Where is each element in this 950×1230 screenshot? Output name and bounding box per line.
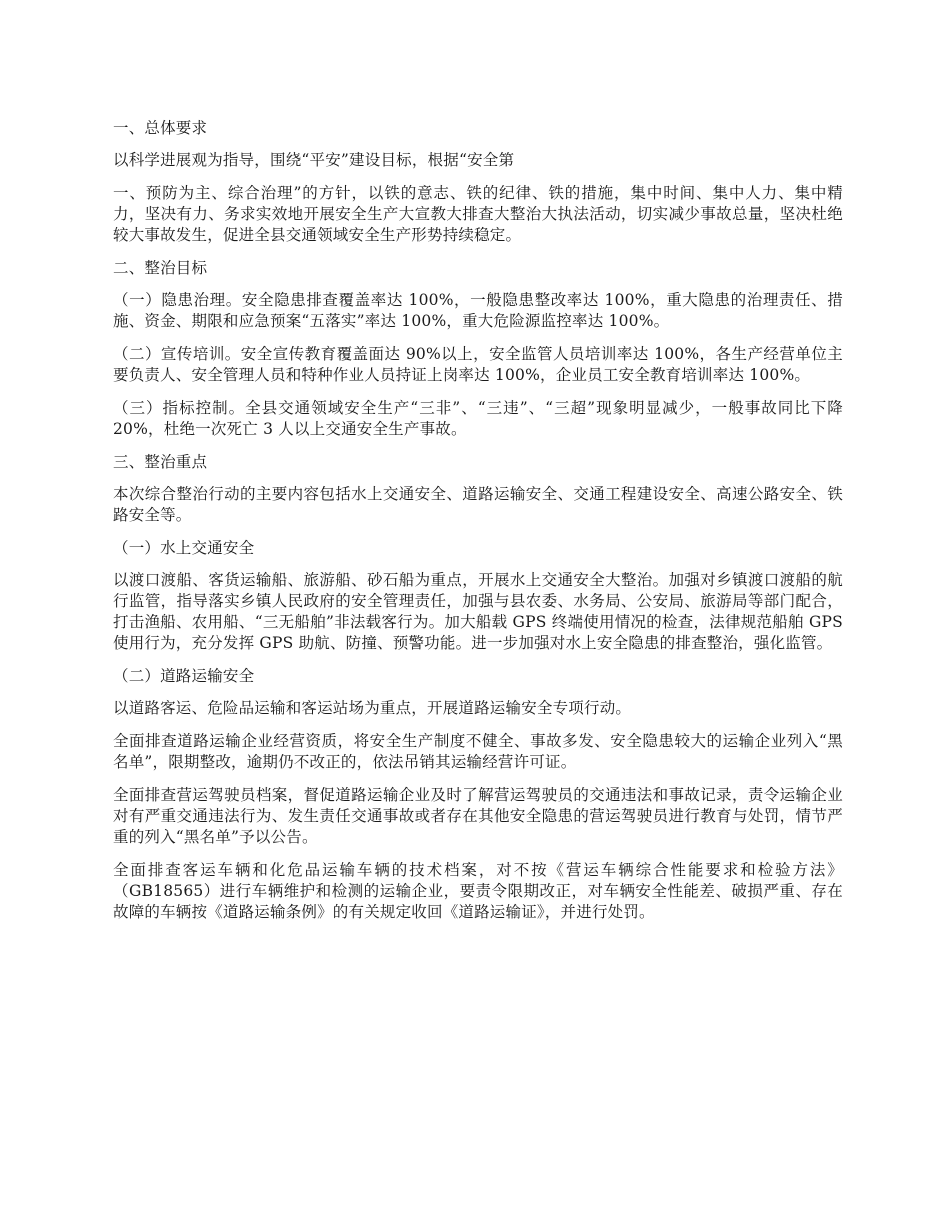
section-heading-focus: 三、整治重点 xyxy=(113,453,208,471)
subheading-road-transport: （二）道路运输安全 xyxy=(113,667,255,685)
paragraph-road-transport-focus: 以道路客运、危险品运输和客运站场为重点，开展道路运输安全专项行动。 xyxy=(113,699,632,717)
paragraph-driver-records: 全面排查营运驾驶员档案，督促道路运输企业及时了解营运驾驶员的交通违法和事故记录，责令运输企业对有严重交通违法行为、发生责任交通事故或者存在其他安全隐患的营运驾驶员进行教育与处罚，情节严重的列入“黑名单”予以公告。 xyxy=(113,786,843,846)
subheading-water-traffic: （一）水上交通安全 xyxy=(113,539,255,557)
paragraph-policy: 一、预防为主、综合治理”的方针，以铁的意志、铁的纪律、铁的措施，集中时间、集中人力、集中精力，坚决有力、务求实效地开展安全生产大宣教大排查大整治大执法活动，切实减少事故总量，坚决杜绝较大事故发生，促进全县交通领域安全生产形势持续稳定。 xyxy=(113,184,843,244)
paragraph-guiding-principle: 以科学进展观为指导，围绕“平安”建设目标，根据“安全第 xyxy=(113,151,515,169)
paragraph-training: （二）宣传培训。安全宣传教育覆盖面达 90%以上，安全监管人员培训率达 100%，各生产经营单位主要负责人、安全管理人员和特种作业人员持证上岗率达 100%，企业员工安全教育培训率达 100%。 xyxy=(113,345,843,384)
paragraph-hazard-governance: （一）隐患治理。安全隐患排查覆盖率达 100%，一般隐患整改率达 100%，重大隐患的治理责任、措施、资金、期限和应急预案“五落实”率达 100%，重大危险源监控率达 100%。 xyxy=(113,291,843,330)
section-heading-goals: 二、整治目标 xyxy=(113,259,208,277)
paragraph-water-traffic: 以渡口渡船、客货运输船、旅游船、砂石船为重点，开展水上交通安全大整治。加强对乡镇渡口渡船的航行监管，指导落实乡镇人民政府的安全管理责任，加强与县农委、水务局、公安局、旅游局等部门配合，打击渔船、农用船、“三无船舶”非法载客行为。加大船载 GPS 终端使用情况的检查，法律规范船舶 GPS 使用行为，充分发挥 GPS 助航、防撞、预警功能。进一步加强对水上安全隐患的排查整治，强化监管。 xyxy=(113,571,843,652)
paragraph-scope: 本次综合整治行动的主要内容包括水上交通安全、道路运输安全、交通工程建设安全、高速公路安全、铁路安全等。 xyxy=(113,485,843,524)
paragraph-vehicle-records: 全面排查客运车辆和化危品运输车辆的技术档案，对不按《营运车辆综合性能要求和检验方法》（GB18565）进行车辆维护和检测的运输企业，要责令限期改正，对车辆安全性能差、破损严重、存在故障的车辆按《道路运输条例》的有关规定收回《道路运输证》，并进行处罚。 xyxy=(113,861,843,921)
section-heading-general-requirements: 一、总体要求 xyxy=(113,119,208,137)
document-body xyxy=(113,118,843,935)
paragraph-indicator-control: （三）指标控制。全县交通领域安全生产“三非”、“三违”、“三超”现象明显减少，一般事故同比下降 20%，杜绝一次死亡 3 人以上交通安全生产事故。 xyxy=(113,399,843,438)
paragraph-enterprise-qualification: 全面排查道路运输企业经营资质，将安全生产制度不健全、事故多发、安全隐患较大的运输企业列入“黑名单”，限期整改，逾期仍不改正的，依法吊销其运输经营许可证。 xyxy=(113,732,843,771)
